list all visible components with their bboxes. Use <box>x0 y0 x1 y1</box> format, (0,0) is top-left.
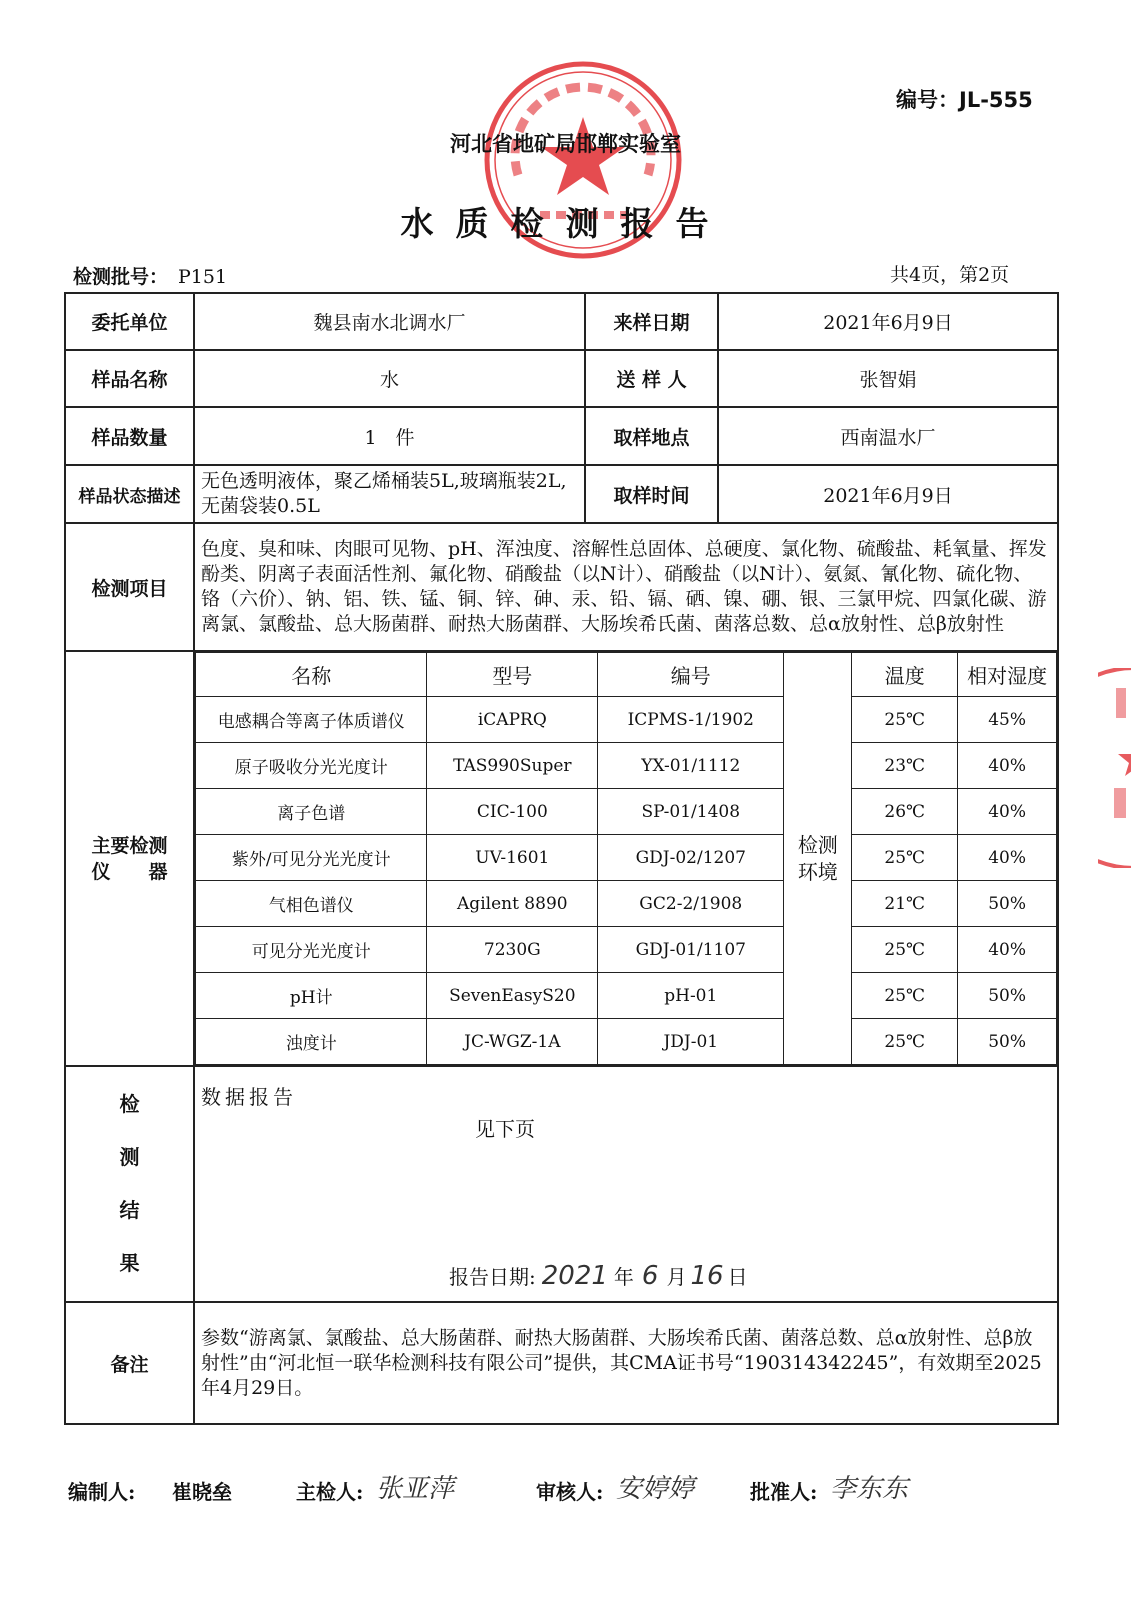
table-row <box>196 743 1057 789</box>
instrument-model: UV-1601 <box>427 835 598 881</box>
instruments-table <box>195 652 1057 1065</box>
instrument-serial: GC2-2/1908 <box>598 881 784 927</box>
instrument-humidity: 45% <box>958 697 1057 743</box>
reviewer-label: 审核人: <box>536 1480 604 1504</box>
reviewer-signature: 安婷婷 <box>616 1474 695 1504</box>
instrument-serial: YX-01/1112 <box>598 743 784 789</box>
instrument-name: 原子吸收分光光度计 <box>196 743 427 789</box>
sample-state-label: 样品状态描述 <box>65 465 194 523</box>
page-indicator: 共4页，第2页 <box>890 264 1010 286</box>
instrument-humidity: 40% <box>958 789 1057 835</box>
sampling-location-value: 西南温水厂 <box>718 407 1058 465</box>
table-row <box>196 835 1057 881</box>
instrument-temperature: 21℃ <box>852 881 958 927</box>
approver-label: 批准人: <box>750 1480 818 1504</box>
see-next-page: 见下页 <box>475 1117 535 1141</box>
instrument-name: 浊度计 <box>196 1019 427 1065</box>
instrument-temperature: 25℃ <box>852 1019 958 1065</box>
sample-name-label: 样品名称 <box>65 350 194 407</box>
instrument-model: Agilent 8890 <box>427 881 598 927</box>
sample-quantity-label: 样品数量 <box>65 407 194 465</box>
instrument-humidity: 50% <box>958 1019 1057 1065</box>
document-number: 编号：JL-555 <box>896 88 1033 112</box>
sampling-time-label: 取样时间 <box>585 465 718 523</box>
instrument-serial: JDJ-01 <box>598 1019 784 1065</box>
sampling-time-value: 2021年6月9日 <box>718 465 1058 523</box>
sampling-location-label: 取样地点 <box>585 407 718 465</box>
sample-quantity-value: 1 件 <box>194 407 585 465</box>
instrument-name: 电感耦合等离子体质谱仪 <box>196 697 427 743</box>
instrument-name: 紫外/可见分光光度计 <box>196 835 427 881</box>
inspector-label: 主检人: <box>296 1480 364 1504</box>
col-header-temperature: 温度 <box>852 653 958 697</box>
instrument-name: 可见分光光度计 <box>196 927 427 973</box>
instrument-serial: SP-01/1408 <box>598 789 784 835</box>
instrument-humidity: 40% <box>958 743 1057 789</box>
test-results-cell <box>194 1066 1058 1302</box>
col-header-model: 型号 <box>427 653 598 697</box>
table-row <box>196 789 1057 835</box>
table-row <box>196 1019 1057 1065</box>
test-results-label: 检 测 结 果 <box>65 1066 194 1302</box>
instrument-model: 7230G <box>427 927 598 973</box>
inspector-signature: 张亚萍 <box>376 1474 455 1504</box>
table-row <box>196 881 1057 927</box>
instrument-humidity: 50% <box>958 881 1057 927</box>
batch-number: 检测批号： P151 <box>73 266 228 288</box>
test-items-label: 检测项目 <box>65 523 194 651</box>
client-value: 魏县南水北调水厂 <box>194 293 585 350</box>
compiler-name: 崔晓垒 <box>172 1480 232 1504</box>
environment-label: 检测 环境 <box>784 653 852 1065</box>
instrument-temperature: 26℃ <box>852 789 958 835</box>
instrument-model: JC-WGZ-1A <box>427 1019 598 1065</box>
sample-name-value: 水 <box>194 350 585 407</box>
approver-signature: 李东东 <box>830 1474 909 1504</box>
page-seam-seal-icon <box>1098 668 1131 868</box>
table-row <box>196 973 1057 1019</box>
sample-state-value: 无色透明液体，聚乙烯桶装5L,玻璃瓶装2L,无菌袋装0.5L <box>194 465 585 523</box>
arrival-date-value: 2021年6月9日 <box>718 293 1058 350</box>
col-header-humidity: 相对湿度 <box>958 653 1057 697</box>
remarks-label: 备注 <box>65 1302 194 1424</box>
instrument-model: CIC-100 <box>427 789 598 835</box>
test-items-value: 色度、臭和味、肉眼可见物、pH、浑浊度、溶解性总固体、总硬度、氯化物、硫酸盐、耗氧量、挥发酚类、阴离子表面活性剂、氟化物、硝酸盐（以N计）、硝酸盐（以N计）、氨氮、氰化物、硫化物、铬（六价）、钠、铝、铁、锰、铜、锌、砷、汞、铅、镉、硒、镍、硼、银、三氯甲烷、四氯化碳、游离氯、氯酸盐、总大肠菌群、耐热大肠菌群、大肠埃希氏菌、菌落总数、总α放射性、总β放射性 <box>194 523 1058 651</box>
instrument-serial: GDJ-01/1107 <box>598 927 784 973</box>
arrival-date-label: 来样日期 <box>585 293 718 350</box>
instrument-temperature: 25℃ <box>852 927 958 973</box>
instrument-humidity: 40% <box>958 927 1057 973</box>
remarks-value: 参数“游离氯、氯酸盐、总大肠菌群、耐热大肠菌群、大肠埃希氏菌、菌落总数、总α放射性、总β放射性”由“河北恒一联华检测科技有限公司”提供，其CMA证书号“190314342245”，有效期至2025年4月29日。 <box>194 1302 1058 1424</box>
instruments-cell <box>194 651 1058 1066</box>
signature-line <box>68 1476 1068 1516</box>
col-header-name: 名称 <box>196 653 427 697</box>
instrument-model: TAS990Super <box>427 743 598 789</box>
report-table <box>64 292 1059 1425</box>
instrument-humidity: 40% <box>958 835 1057 881</box>
instrument-temperature: 25℃ <box>852 697 958 743</box>
table-row <box>196 697 1057 743</box>
instrument-model: iCAPRQ <box>427 697 598 743</box>
table-row <box>196 927 1057 973</box>
instrument-serial: GDJ-02/1207 <box>598 835 784 881</box>
report-date: 报告日期: 2021 年 6 月 16 日 <box>449 1261 748 1291</box>
instrument-temperature: 23℃ <box>852 743 958 789</box>
sender-label: 送 样 人 <box>585 350 718 407</box>
instrument-serial: pH-01 <box>598 973 784 1019</box>
organization-name: 河北省地矿局邯郸实验室 <box>450 131 681 156</box>
compiler-label: 编制人: <box>68 1480 136 1504</box>
instrument-model: SevenEasyS20 <box>427 973 598 1019</box>
client-label: 委托单位 <box>65 293 194 350</box>
data-report-heading: 数据报告 <box>201 1085 297 1109</box>
col-header-serial: 编号 <box>598 653 784 697</box>
instrument-name: pH计 <box>196 973 427 1019</box>
instruments-label: 主要检测 仪 器 <box>65 651 194 1066</box>
instrument-name: 离子色谱 <box>196 789 427 835</box>
instrument-temperature: 25℃ <box>852 835 958 881</box>
instrument-temperature: 25℃ <box>852 973 958 1019</box>
sender-value: 张智娟 <box>718 350 1058 407</box>
instrument-serial: ICPMS-1/1902 <box>598 697 784 743</box>
report-title: 水质检测报告 <box>400 204 731 243</box>
instrument-name: 气相色谱仪 <box>196 881 427 927</box>
instrument-humidity: 50% <box>958 973 1057 1019</box>
